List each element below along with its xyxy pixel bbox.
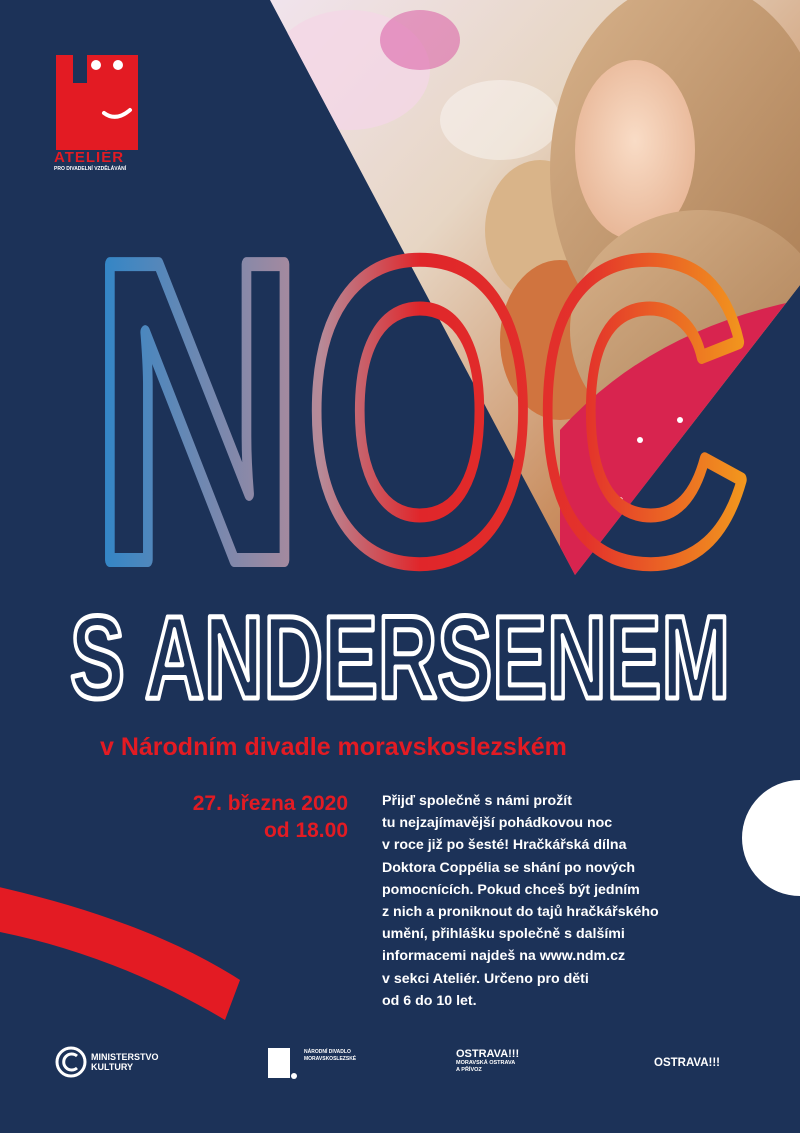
event-description: [382, 790, 742, 1012]
red-arc-decoration: [0, 885, 240, 1020]
ostrava-district-title: OSTRAVA!!!: [456, 1048, 520, 1060]
description-line: v roce již po šesté! Hračkářská dílna: [382, 837, 627, 854]
headline-title: [60, 190, 780, 590]
description-line: tu nejzajímavější pohádkovou noc: [382, 815, 613, 832]
description-line: informacemi najdeš na www.ndm.cz: [382, 948, 626, 965]
atelier-logo: [54, 150, 164, 173]
description-line: od 6 do 10 let.: [382, 992, 477, 1009]
event-location: v Národním divadle moravskoslezském: [100, 733, 567, 761]
ministry-of-culture-logo: [91, 1052, 159, 1072]
ndm-line1: NÁRODNÍ DIVADLO: [304, 1049, 351, 1055]
headline-subtitle-text: S ANDERSENEM: [70, 600, 730, 710]
event-date: [100, 790, 348, 844]
footer-partners: [0, 1040, 800, 1090]
description-line: umění, přihlášku společně s dalšími: [382, 926, 625, 943]
ministry-of-culture-icon: [55, 1046, 87, 1078]
description-line: v sekci Ateliér. Určeno pro děti: [382, 970, 589, 987]
description-line: Přijď společně s námi prožít: [382, 793, 572, 809]
description-line: z nich a proniknout do tajů hračkářského: [382, 904, 659, 921]
description-line: pomocnících. Pokud chceš být jedním: [382, 881, 640, 898]
ministry-line2: KULTURY: [91, 1062, 133, 1072]
event-time-line: od 18.00: [263, 819, 348, 842]
headline-subtitle: [50, 600, 750, 710]
ndm-logo-icon: [268, 1048, 298, 1080]
logo-subtitle: PRO DIVADELNÍ VZDĚLÁVÁNÍ: [54, 166, 127, 172]
atelier-logo-icon: [56, 55, 138, 150]
ministry-line1: MINISTERSTVO: [91, 1052, 159, 1062]
ndm-logo: [304, 1049, 356, 1063]
description-line: Doktora Coppélia se shání po nových: [382, 859, 636, 876]
ostrava-district-logo: [456, 1048, 519, 1074]
ndm-line2: MORAVSKOSLEZSKÉ: [304, 1056, 357, 1062]
ostrava-district-line2: A PŘÍVOZ: [456, 1067, 482, 1073]
white-half-circle-decoration: [742, 780, 800, 896]
event-date-line: 27. března 2020: [192, 792, 348, 815]
ostrava-city-logo: OSTRAVA!!!: [654, 1057, 721, 1069]
logo-title: ATELIÉR: [54, 149, 125, 166]
headline-title-text: NOC: [90, 190, 750, 590]
ostrava-district-line1: MORAVSKÁ OSTRAVA: [456, 1060, 516, 1066]
